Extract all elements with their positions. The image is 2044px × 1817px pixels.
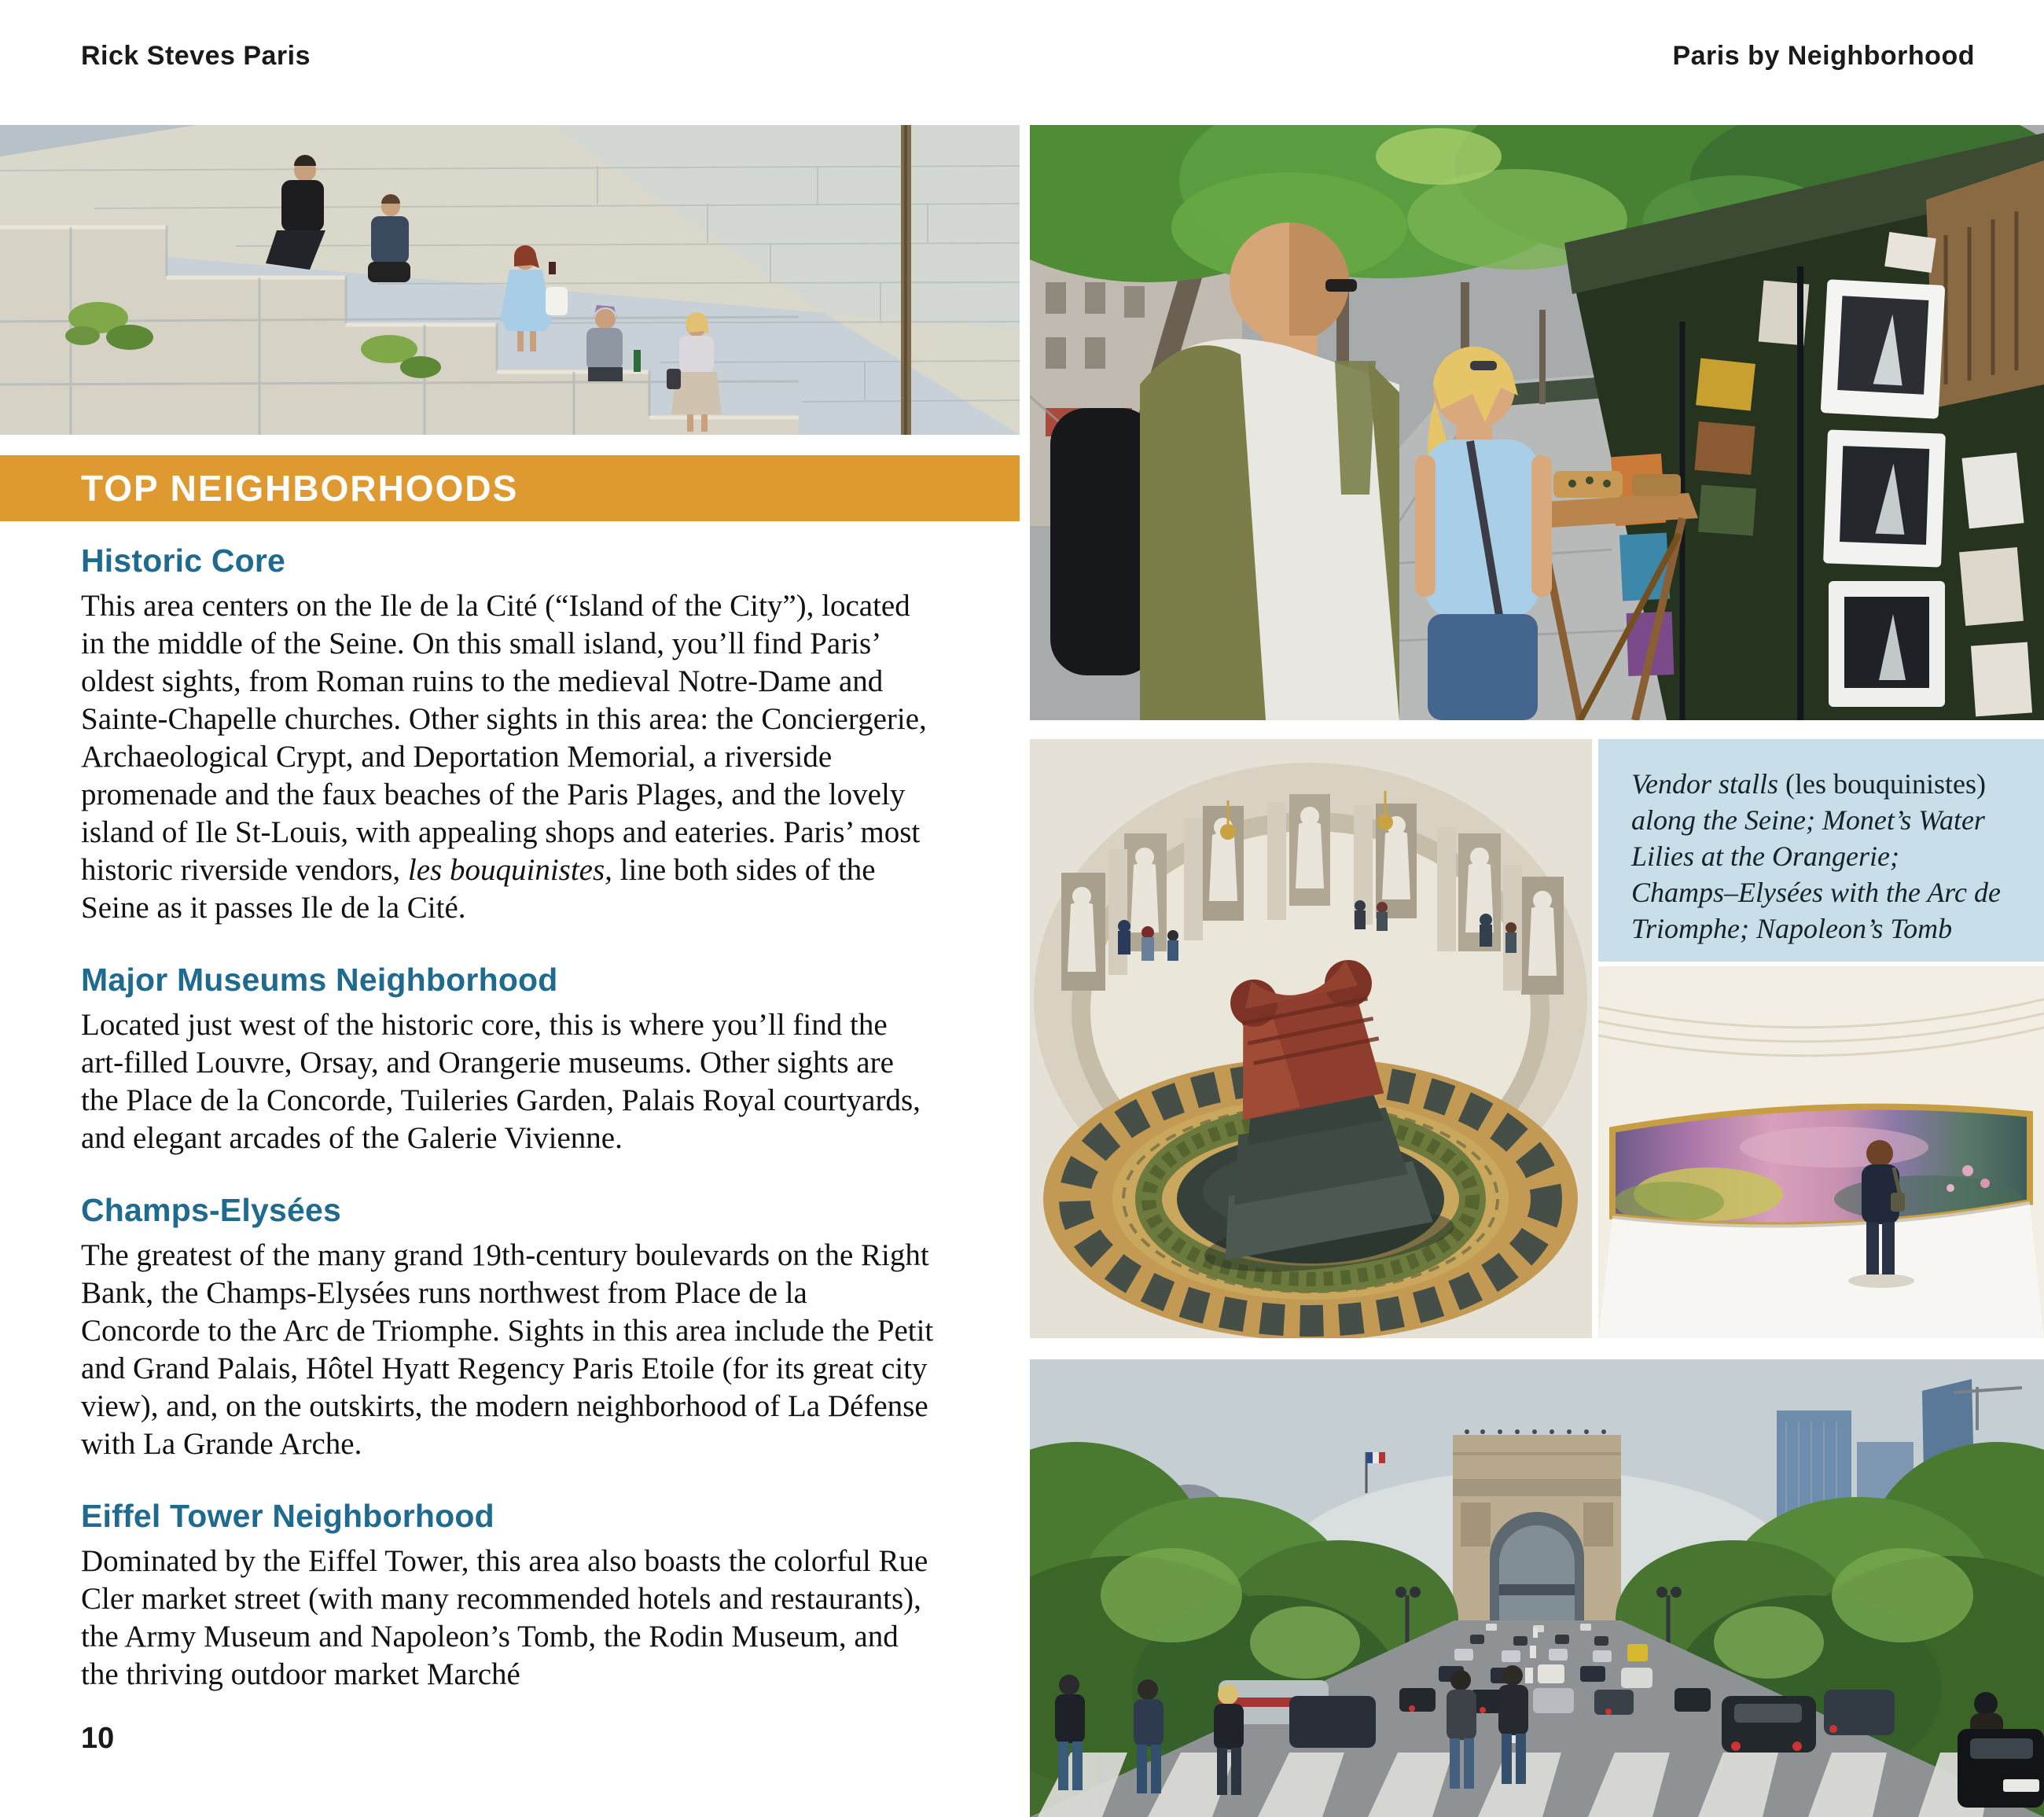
body-text: This area centers on the Ile de la Cité (“Island of the City”), located in the middle of the Seine. On this small island, you’ll find Paris’ oldest sights, from Roman ruins to the medieval Notre-Dame and Sainte-Chapelle churches. Other sights in this area: the Conciergerie, Archaeological Crypt, and Deportation Memorial, a riverside promenade and the faux beaches of the Paris Plages, and the lovely island of Ile St-Louis, with appealing shops and eateries. Paris’ most historic riverside vendors, <box>81 589 927 887</box>
heading-historic-core: Historic Core <box>81 543 286 579</box>
body-eiffel-tower: Dominated by the Eiffel Tower, this area also boasts the colorful Rue Cler market street (with many recommended hotels and restaurants), the Army Museum and Napoleon’s Tomb, the Rodin Museum, and the thriving outdoor market Marché <box>81 1544 928 1691</box>
banner-title: TOP NEIGHBORHOODS <box>81 468 519 509</box>
caption-text <box>1631 766 2013 947</box>
photo-seine-steps <box>0 125 1020 435</box>
text-column <box>81 543 934 1728</box>
section-historic-core <box>81 543 934 927</box>
heading-champs-elysees: Champs-Elysées <box>81 1192 341 1228</box>
caption-italic-end: along the Seine; Monet’s Water Lilies at the Orangerie; Champs–Elysées with the Arc de Triomphe; Napoleon’s Tomb <box>1631 804 2001 944</box>
foreground-car <box>1958 1729 2044 1808</box>
running-head-right: Paris by Neighborhood <box>1672 41 1975 71</box>
page-number: 10 <box>81 1722 115 1755</box>
body-text: line both sides of the Seine as it passes Ile de la Cité. <box>81 853 876 925</box>
body-historic-core <box>81 587 934 927</box>
photo-orangerie-water-lilies <box>1598 966 2044 1338</box>
photo-bouquinistes <box>1030 125 2044 720</box>
photo-napoleons-tomb <box>1030 739 1592 1338</box>
section-banner <box>0 455 1020 521</box>
caption-roman: (les bouquinistes) <box>1785 768 1986 800</box>
section-champs-elysees <box>81 1192 934 1463</box>
running-head-left: Rick Steves Paris <box>81 41 311 71</box>
body-champs-elysees: The greatest of the many grand 19th-century boulevards on the Right Bank, the Champs-Elysées runs northwest from Place de la Concorde to the Arc de Triomphe. Sights in this area include the Petit and Grand Palais, Hôtel Hyatt Regency Paris Etoile (for its great city view), and, on the outskirts, the modern neighborhood of La Défense with La Grande Arche. <box>81 1238 934 1461</box>
water-lilies-mural <box>1612 1107 2030 1226</box>
heading-eiffel-tower: Eiffel Tower Neighborhood <box>81 1498 494 1534</box>
caption-italic-start: Vendor stalls <box>1631 768 1786 800</box>
section-major-museums <box>81 962 934 1157</box>
photo-champs-elysees <box>1030 1359 2044 1817</box>
photo-caption-box <box>1598 739 2044 962</box>
arc-de-triomphe <box>1453 1429 1621 1620</box>
body-major-museums: Located just west of the historic core, this is where you’ll find the art-filled Louvre, Orsay, and Orangerie museums. Other sights are the Place de la Concorde, Tuileries Garden, Palais Royal courtyards, and elegant arcades of the Galerie Vivienne. <box>81 1008 921 1155</box>
section-eiffel-tower <box>81 1498 934 1694</box>
body-text-italic: les bouquinistes, <box>407 853 612 887</box>
heading-major-museums: Major Museums Neighborhood <box>81 962 558 998</box>
